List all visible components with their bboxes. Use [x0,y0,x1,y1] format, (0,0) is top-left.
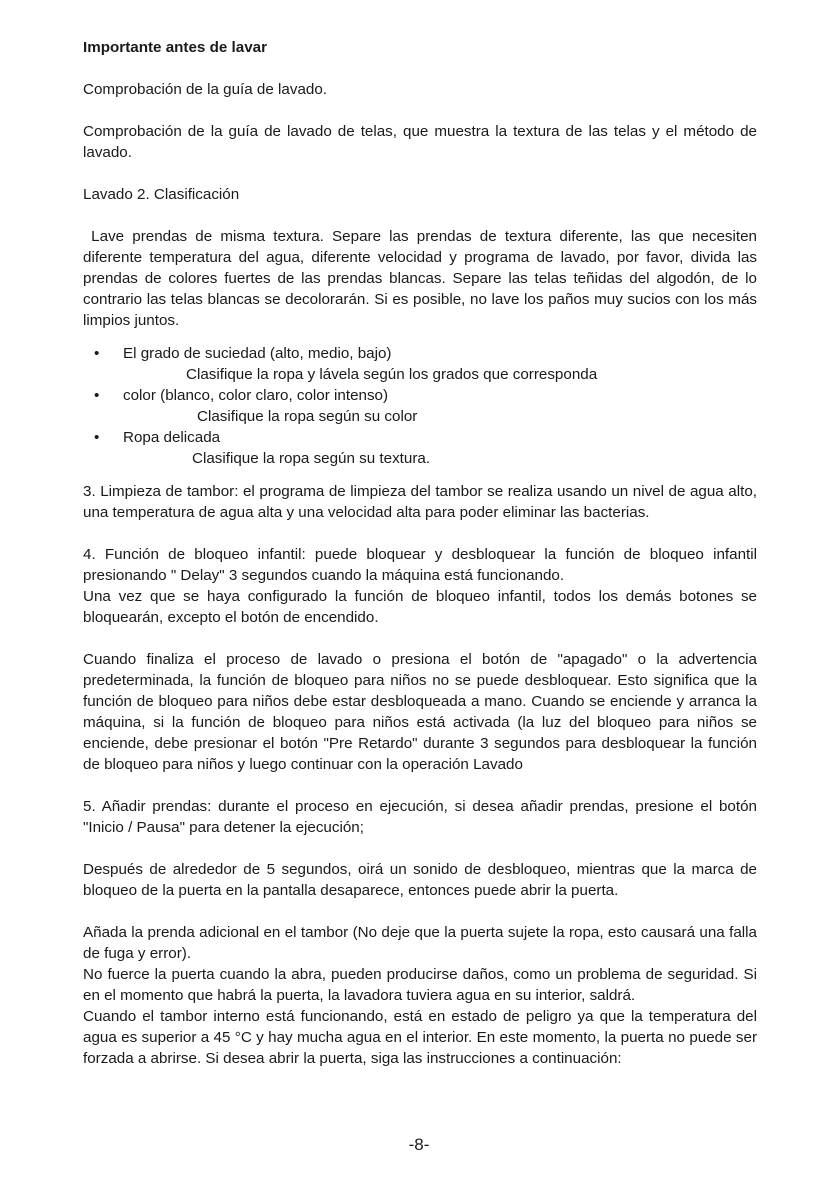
list-item [83,427,757,448]
paragraph-wash-guide-check: Comprobación de la guía de lavado. [83,81,328,98]
list-item-title: Ropa delicada [123,429,221,446]
list-item-subtext: Clasifique la ropa según su color [197,408,418,425]
paragraph-fabric-guide: Comprobación de la guía de lavado de telas, que muestra la textura de las telas y el método de lavado. [83,123,757,161]
list-item-title: color (blanco, color claro, color intenso) [123,387,389,404]
bullet-icon: • [94,345,100,362]
paragraph-door-force: No fuerce la puerta cuando la abra, pueden producirse daños, como un problema de seguridad. Si en el momento que habrá la puerta, la lavadora tuviera agua en su interior, saldrá. [83,966,757,1004]
list-item-title: El grado de suciedad (alto, medio, bajo) [123,345,392,362]
paragraph-child-lock: 4. Función de bloqueo infantil: puede bloquear y desbloquear la función de bloqueo infantil presionando " Delay" 3 segundos cuando la máquina está funcionando. [83,546,757,584]
list-item [83,385,757,406]
paragraph-unlock-sound: Después de alrededor de 5 segundos, oirá un sonido de desbloqueo, mientras que la marca de bloqueo de la puerta en la pantalla desaparece, entonces puede abrir la puerta. [83,861,757,899]
paragraph-add-garments: 5. Añadir prendas: durante el proceso en ejecución, si desea añadir prendas, presione el botón "Inicio / Pausa" para detener la ejecución; [83,798,757,836]
document-page [83,37,762,1069]
paragraph-drum-danger: Cuando el tambor interno está funcionando, está en estado de peligro ya que la temperatura del agua es superior a 45 °C y hay mucha agua en el interior. En este momento, la puerta no puede ser forzada a abrirse. Si desea abrir la puerta, siga las instrucciones a continuación: [83,1008,757,1067]
paragraph-drum-cleaning: 3. Limpieza de tambor: el programa de limpieza del tambor se realiza usando un nivel de agua alto, una temperatura de agua alta y una velocidad alta para poder eliminar las bacterias. [83,483,757,521]
section-heading: Importante antes de lavar [83,39,268,56]
paragraph-child-lock-unlock: Cuando finaliza el proceso de lavado o presiona el botón de "apagado" o la advertencia predeterminada, la función de bloqueo para niños no se puede desbloquear. Esto significa que la función de bloqueo para niños debe estar desbloqueada a mano. Cuando se enciende y arranca la máquina, si la función de bloqueo para niños está activada (la luz del bloqueo para niños se enciende, debe presionar el botón "Pre Retardo" durante 3 segundos para desbloquear la función de bloqueo para niños y luego continuar con la operación Lavado [83,651,757,773]
list-item [83,343,757,364]
list-item-subtext: Clasifique la ropa y lávela según los grados que corresponda [186,366,598,383]
paragraph-classification-title: Lavado 2. Clasificación [83,186,240,203]
bullet-icon: • [94,387,100,404]
classification-list [83,343,757,469]
bullet-icon: • [94,429,100,446]
paragraph-child-lock-buttons: Una vez que se haya configurado la función de bloqueo infantil, todos los demás botones se bloquearán, excepto el botón de encendido. [83,588,757,626]
paragraph-add-garment-drum: Añada la prenda adicional en el tambor (No deje que la puerta sujete la ropa, esto causará una falla de fuga y error). [83,924,757,962]
paragraph-classification-text: Lave prendas de misma textura. Separe las prendas de textura diferente, las que necesiten diferente temperatura del agua, diferente velocidad y programa de lavado, por favor, divida las prendas de colores fuertes de las prendas blancas. Separe las telas teñidas del algodón, de lo contrario las telas blancas se decolorarán. Si es posible, no lave los paños muy sucios con los más limpios juntos. [83,228,762,329]
page-number: -8- [408,1135,430,1154]
list-item-subtext: Clasifique la ropa según su textura. [192,450,431,467]
